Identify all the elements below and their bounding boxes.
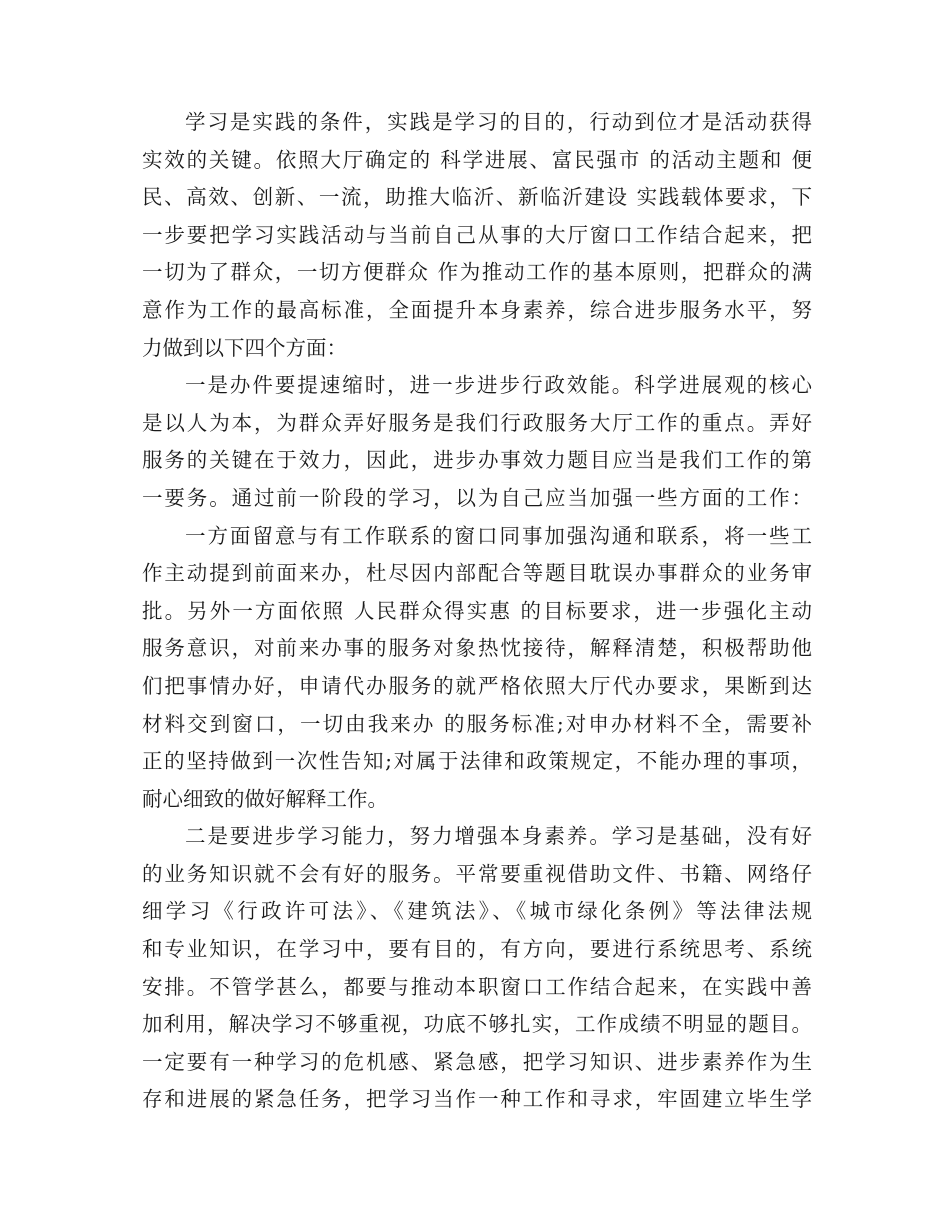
- text-line: 一定要有一种学习的危机感、紧急感，把学习知识、进步素养作为生: [142, 1049, 812, 1074]
- text-line: 一切为了群众，一切方便群众 作为推动工作的基本原则，把群众的满: [142, 260, 812, 285]
- text-line: 意作为工作的最高标准，全面提升本身素养，综合进步服务水平，努: [142, 297, 812, 322]
- text-line: 材料交到窗口，一切由我来办 的服务标准;对申办材料不全，需要补: [142, 711, 812, 736]
- text-line: 是以人为本，为群众弄好服务是我们行政服务大厅工作的重点。弄好: [142, 410, 812, 435]
- text-line: 耐心细致的做好解释工作。: [142, 786, 388, 811]
- text-line: 和专业知识，在学习中，要有目的，有方向，要进行系统思考、系统: [142, 937, 812, 962]
- text-line: 力做到以下四个方面：: [142, 335, 347, 360]
- text-line: 作主动提到前面来办，杜尽因内部配合等题目耽误办事群众的业务审: [142, 561, 812, 586]
- text-line: 们把事情办好，申请代办服务的就严格依照大厅代办要求，果断到达: [142, 673, 812, 698]
- text-line: 加利用，解决学习不够重视，功底不够扎实，工作成绩不明显的题目。: [142, 1012, 812, 1037]
- text-line: 一步要把学习实践活动与当前自己从事的大厅窗口工作结合起来，把: [142, 222, 812, 247]
- text-line: 服务的关键在于效力，因此，进步办事效力题目应当是我们工作的第: [142, 448, 812, 473]
- document-body: [142, 104, 812, 1119]
- text-line: 批。另外一方面依照 人民群众得实惠 的目标要求，进一步强化主动: [142, 598, 812, 623]
- text-line: 学习是实践的条件，实践是学习的目的，行动到位才是活动获得: [185, 110, 812, 134]
- text-line: 服务意识，对前来办事的服务对象热忱接待，解释清楚，积极帮助他: [142, 636, 812, 661]
- text-line: 二是要进步学习能力，努力增强本身素养。学习是基础，没有好: [185, 824, 812, 849]
- text-line: 存和进展的紧急任务，把学习当作一种工作和寻求，牢固建立毕生学: [142, 1087, 812, 1112]
- text-line: 一是办件要提速缩时，进一步进步行政效能。科学进展观的核心: [185, 373, 812, 398]
- text-line: 细学习《行政许可法》、《建筑法》、《城市绿化条例》等法律法规: [142, 899, 812, 924]
- text-line: 正的坚持做到一次性告知;对属于法律和政策规定，不能办理的事项，: [142, 749, 812, 774]
- text-line: 实效的关键。依照大厅确定的 科学进展、富民强市 的活动主题和 便: [142, 147, 812, 172]
- text-line: 安排。不管学甚么，都要与推动本职窗口工作结合起来，在实践中善: [142, 974, 812, 999]
- text-line: 一方面留意与有工作联系的窗口同事加强沟通和联系，将一些工: [185, 523, 812, 548]
- text-line: 民、高效、创新、一流，助推大临沂、新临沂建设 实践载体要求，下: [142, 185, 812, 210]
- text-line: 的业务知识就不会有好的服务。平常要重视借助文件、书籍、网络仔: [142, 861, 812, 886]
- text-line: 一要务。通过前一阶段的学习，以为自己应当加强一些方面的工作：: [142, 485, 812, 510]
